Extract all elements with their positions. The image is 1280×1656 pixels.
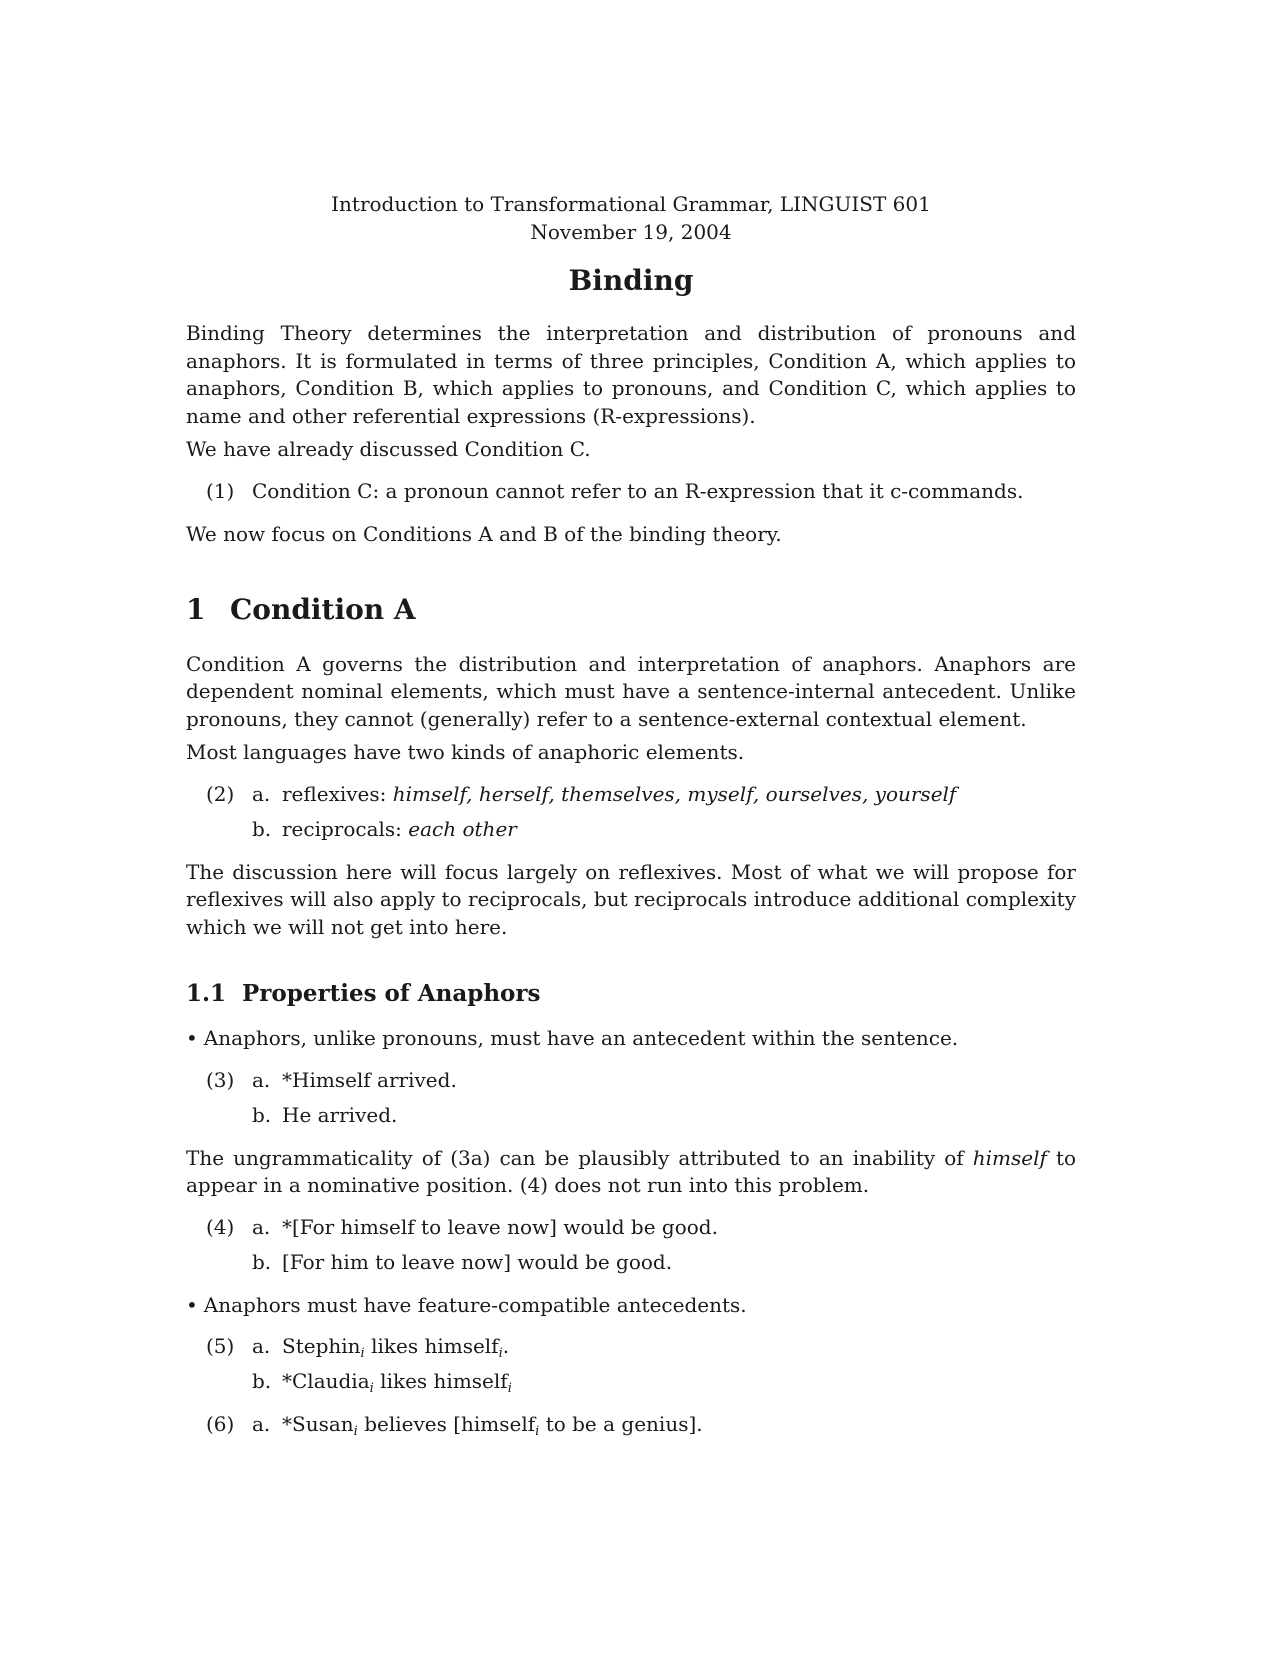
example-6 [206, 1411, 1076, 1439]
example-sentence [282, 1368, 512, 1395]
antecedent: Stephin [282, 1334, 361, 1358]
page-title: Binding [568, 264, 694, 297]
example-5 [206, 1333, 1076, 1395]
paragraph-text: to appear in a nominative position. (4) does not run into this problem. [186, 1145, 1077, 1197]
intro-paragraph-2: We have already discussed Condition C. [186, 437, 591, 461]
section-title: Condition A [230, 592, 416, 626]
example-number: (6) [206, 1412, 235, 1436]
italic-term: himself [972, 1145, 1047, 1170]
section-number: 1 [186, 592, 206, 626]
example-number: (5) [206, 1334, 235, 1358]
example-sentence: He arrived. [282, 1102, 398, 1127]
anaphor: likes himself [380, 1369, 508, 1393]
example-number: (4) [206, 1214, 235, 1239]
example-letter: b. [252, 816, 272, 841]
example-item [252, 1411, 1076, 1438]
example-2 [206, 781, 1076, 843]
example-letter: a. [252, 1214, 271, 1239]
example-label: reflexives: [282, 781, 387, 806]
example-item [252, 781, 1076, 808]
example-item [252, 1333, 1076, 1360]
document-header [186, 190, 1076, 246]
example-letter: b. [252, 1102, 272, 1127]
example-forms: each other [408, 816, 517, 841]
subsection-heading-properties [186, 979, 1076, 1009]
section1-paragraph-1: Condition A governs the distribution and interpretation of anaphors. Anaphors are dependent nominal elements, which must have a sentence-internal antecedent. Unlike pronouns, they cannot (generally) refer to a sentence-external contextual element. [186, 651, 1076, 731]
example-sentence: *Himself arrived. [282, 1067, 457, 1092]
example-sentence: [For him to leave now] would be good. [282, 1249, 673, 1274]
example-item [252, 1067, 1076, 1094]
section-heading-condition-a [186, 593, 1076, 627]
example-number: (3) [206, 1067, 235, 1092]
example-letter: b. [252, 1249, 272, 1274]
subsection-title: Properties of Anaphors [242, 980, 541, 1007]
example-letter: a. [252, 1412, 271, 1436]
paragraph-text: The ungrammaticality of (3a) can be plausibly attributed to an inability of [186, 1145, 964, 1170]
course-title: Introduction to Transformational Grammar, LINGUIST 601 [331, 192, 931, 216]
example-text: Condition C: a pronoun cannot refer to an R-expression that it c-commands. [252, 478, 1024, 503]
example-item [252, 816, 1076, 843]
index-subscript: i [498, 1346, 503, 1361]
bullet-point: • Anaphors, unlike pronouns, must have an antecedent within the sentence. [186, 1025, 1076, 1053]
index-subscript: i [507, 1381, 512, 1396]
anaphor: believes [himself [364, 1412, 536, 1436]
sentence-rest: to be a genius]. [545, 1412, 703, 1436]
example-item [252, 1249, 1076, 1276]
example-letter: b. [252, 1369, 272, 1393]
index-subscript: i [369, 1381, 374, 1396]
index-subscript: i [535, 1424, 540, 1439]
example-item [252, 1214, 1076, 1241]
example-number: (2) [206, 781, 235, 806]
antecedent: *Claudia [282, 1369, 370, 1393]
document-date: November 19, 2004 [530, 220, 732, 244]
subsection-number: 1.1 [186, 980, 227, 1007]
bullet-point: • Anaphors must have feature-compatible antecedents. [186, 1292, 1076, 1320]
intro-paragraph-3: We now focus on Conditions A and B of the binding theory. [186, 522, 782, 546]
index-subscript: i [360, 1346, 365, 1361]
subsection-paragraph-1 [186, 1145, 1076, 1200]
document-page [186, 190, 1076, 1455]
example-sentence: *[For himself to leave now] would be good. [282, 1214, 718, 1239]
example-item [252, 1368, 1076, 1395]
section1-paragraph-2: Most languages have two kinds of anaphoric elements. [186, 740, 745, 764]
section1-paragraph-3: The discussion here will focus largely on reflexives. Most of what we will propose for reflexives will also apply to reciprocals, but reciprocals introduce additional complexity which we will not get into here. [186, 859, 1076, 939]
example-number: (1) [206, 478, 235, 503]
example-sentence [282, 1333, 509, 1360]
punctuation: . [502, 1334, 510, 1358]
example-letter: a. [252, 1334, 271, 1358]
example-letter: a. [252, 781, 271, 806]
index-subscript: i [353, 1424, 358, 1439]
example-1 [206, 478, 1076, 506]
intro-paragraph-1: Binding Theory determines the interpretation and distribution of pronouns and anaphors. It is formulated in terms of three principles, Condition A, which applies to anaphors, Condition B, which applies to pronouns, and Condition C, which applies to name and other referential expressions (R-expressions). [186, 321, 1076, 428]
example-label: reciprocals: [282, 816, 402, 841]
example-forms: himself, herself, themselves, myself, ourselves, yourself [392, 781, 957, 806]
example-item [252, 1102, 1076, 1129]
example-4 [206, 1214, 1076, 1276]
example-3 [206, 1067, 1076, 1129]
example-letter: a. [252, 1067, 271, 1092]
anaphor: likes himself [371, 1334, 499, 1358]
antecedent: *Susan [282, 1412, 354, 1436]
example-sentence [282, 1411, 703, 1438]
